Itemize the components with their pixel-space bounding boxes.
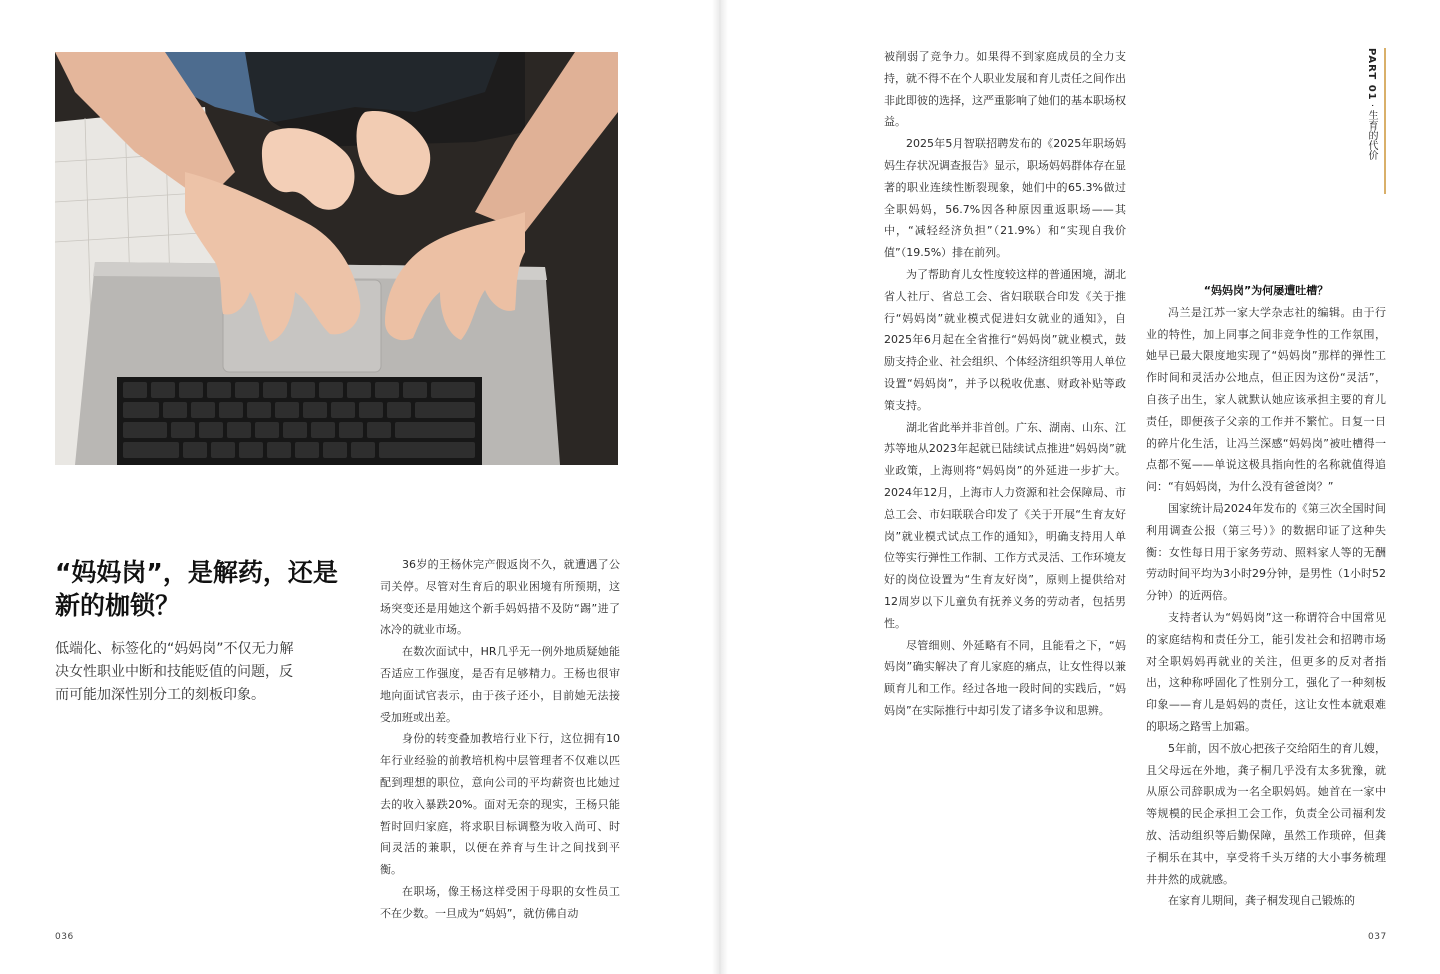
paragraph: 为了帮助育儿女性度较这样的普通困境，湖北省人社厅、省总工会、省妇联联合印发《关于推行“妈妈岗”就业模式促进妇女就业的通知》，自2025年6月起在全省推行“妈妈岗”就业模式，鼓励支持企业、社会组织、个体经济组织等用人单位设置“妈妈岗”，并予以税收优惠、财政补贴等政策支持。 bbox=[884, 267, 1126, 412]
paragraph: 2025年5月智联招聘发布的《2025年职场妈妈生存状况调查报告》显示，职场妈妈群体存在显著的职业连续性断裂现象，她们中的65.3%做过全职妈妈，56.7%因各种原因重返职场——其中，“减轻经济负担”（21.9%）和“实现自我价值”（19.5%）排在前列。 bbox=[884, 137, 1126, 260]
paragraph: 在家育儿期间，龚子桐发现自己锻炼的 bbox=[1168, 894, 1355, 908]
paragraph: 被削弱了竞争力。如果得不到家庭成员的全力支持，就不得不在个人职业发展和育儿责任之间作出非此即彼的选择，这严重影响了她们的基本职场权益。 bbox=[884, 50, 1126, 129]
paragraph: 36岁的王杨休完产假返岗不久，就遭遇了公司关停。尽管对生育后的职业困境有所预期，这场突变还是用她这个新手妈妈措不及防“踢”进了冰冷的就业市场。 bbox=[380, 558, 620, 637]
section-part: PART 01 bbox=[1366, 48, 1377, 101]
paragraph: 湖北省此举并非首创。广东、湖南、山东、江苏等地从2023年起就已陆续试点推进“妈妈岗”就业政策，上海则将“妈妈岗”的外延进一步扩大。2024年12月，上海市人力资源和社会保障局、市总工会、市妇联联合印发了《关于开展“生育友好岗”就业模式试点工作的通知》，明确支持用人单位等实行弹性工作制、工作方式灵活、工作环境友好的岗位设置为“生育友好岗”，原则上提供给对12周岁以下儿童负有抚养义务的劳动者，包括男性。 bbox=[884, 420, 1126, 630]
page-number-right: 037 bbox=[1368, 932, 1387, 942]
paragraph: 冯兰是江苏一家大学杂志社的编辑。由于行业的特性，加上同事之间非竞争性的工作氛围，她早已最大限度地实现了“妈妈岗”那样的弹性工作时间和灵活办公地点，但正因为这份“灵活”，自孩子出生，家人就默认她应该承担主要的育儿责任，即便孩子父亲的工作并不繁忙。日复一日的碎片化生活，让冯兰深感“妈妈岗”被吐槽得一点都不冤——单说这极具指向性的名称就值得追问：“有妈妈岗，为什么没有爸爸岗？” bbox=[1146, 305, 1386, 494]
page-number-left: 036 bbox=[55, 932, 74, 942]
paragraph: 5年前，因不放心把孩子交给陌生的育儿嫂，且父母远在外地，龚子桐几乎没有太多犹豫，就从原公司辞职成为一名全职妈妈。她首在一家中等规模的民企承担工会工作，负责全公司福利发放、活动组织等后勤保障，虽然工作琐碎，但龚子桐乐在其中，享受将千头万绪的大小事务梳理井井然的成就感。 bbox=[1146, 741, 1386, 886]
section-title: 生育的代价 bbox=[1366, 110, 1377, 161]
body-column-left bbox=[380, 554, 620, 925]
photo-hands-on-laptop bbox=[55, 52, 618, 465]
article-headline: “妈妈岗”，是解药，还是新的枷锁？ bbox=[55, 558, 338, 620]
section-subhead: “妈妈岗”为何屡遭吐槽？ bbox=[1203, 284, 1329, 297]
page-gutter bbox=[712, 0, 728, 974]
paragraph: 尽管细则、外延略有不同，且能看之下，“妈妈岗”确实解决了育儿家庭的痛点，让女性得以兼顾育儿和工作。经过各地一段时间的实践后，“妈妈岗”在实际推行中却引发了诸多争议和思辨。 bbox=[884, 638, 1126, 717]
hero-photo bbox=[55, 52, 618, 465]
section-rule bbox=[1384, 48, 1386, 194]
paragraph: 身份的转变叠加教培行业下行，这位拥有10年行业经验的前教培机构中层管理者不仅难以匹配到理想的职位，意向公司的平均薪资也比她过去的收入暴跌20%。面对无奈的现实，王杨只能暂时回归家庭，将求职目标调整为收入尚可、时间灵活的兼职，以便在养育与生计之间找到平衡。 bbox=[380, 732, 620, 877]
section-rail bbox=[1362, 48, 1388, 194]
paragraph: 国家统计局2024年发布的《第三次全国时间利用调查公报（第三号）》的数据印证了这种失衡：女性每日用于家务劳动、照料家人等的无酬劳动时间平均为3小时29分钟，是男性（1小时52分钟）的近两倍。 bbox=[1146, 501, 1386, 603]
section-label bbox=[1364, 48, 1378, 160]
body-column-right bbox=[1146, 280, 1386, 912]
body-column-middle bbox=[884, 46, 1126, 722]
article-lede: 低端化、标签化的“妈妈岗”不仅无力解决女性职业中断和技能贬值的问题，反而可能加深性别分工的刻板印象。 bbox=[55, 641, 294, 703]
paragraph: 在职场，像王杨这样受困于母职的女性员工不在少数。一旦成为“妈妈”，就仿佛自动 bbox=[380, 884, 620, 920]
section-separator: · bbox=[1366, 103, 1377, 107]
paragraph: 在数次面试中，HR几乎无一例外地质疑她能否适应工作强度，是否有足够精力。王杨也很审地向面试官表示，由于孩子还小，目前她无法接受加班或出差。 bbox=[380, 645, 620, 724]
paragraph: 支持者认为“妈妈岗”这一称谓符合中国常见的家庭结构和责任分工，能引发社会和招聘市场对全职妈妈再就业的关注，但更多的反对者指出，这种称呼固化了性别分工，强化了一种刻板印象——育儿是妈妈的责任，这让女性本就艰难的职场之路雪上加霜。 bbox=[1146, 610, 1386, 733]
